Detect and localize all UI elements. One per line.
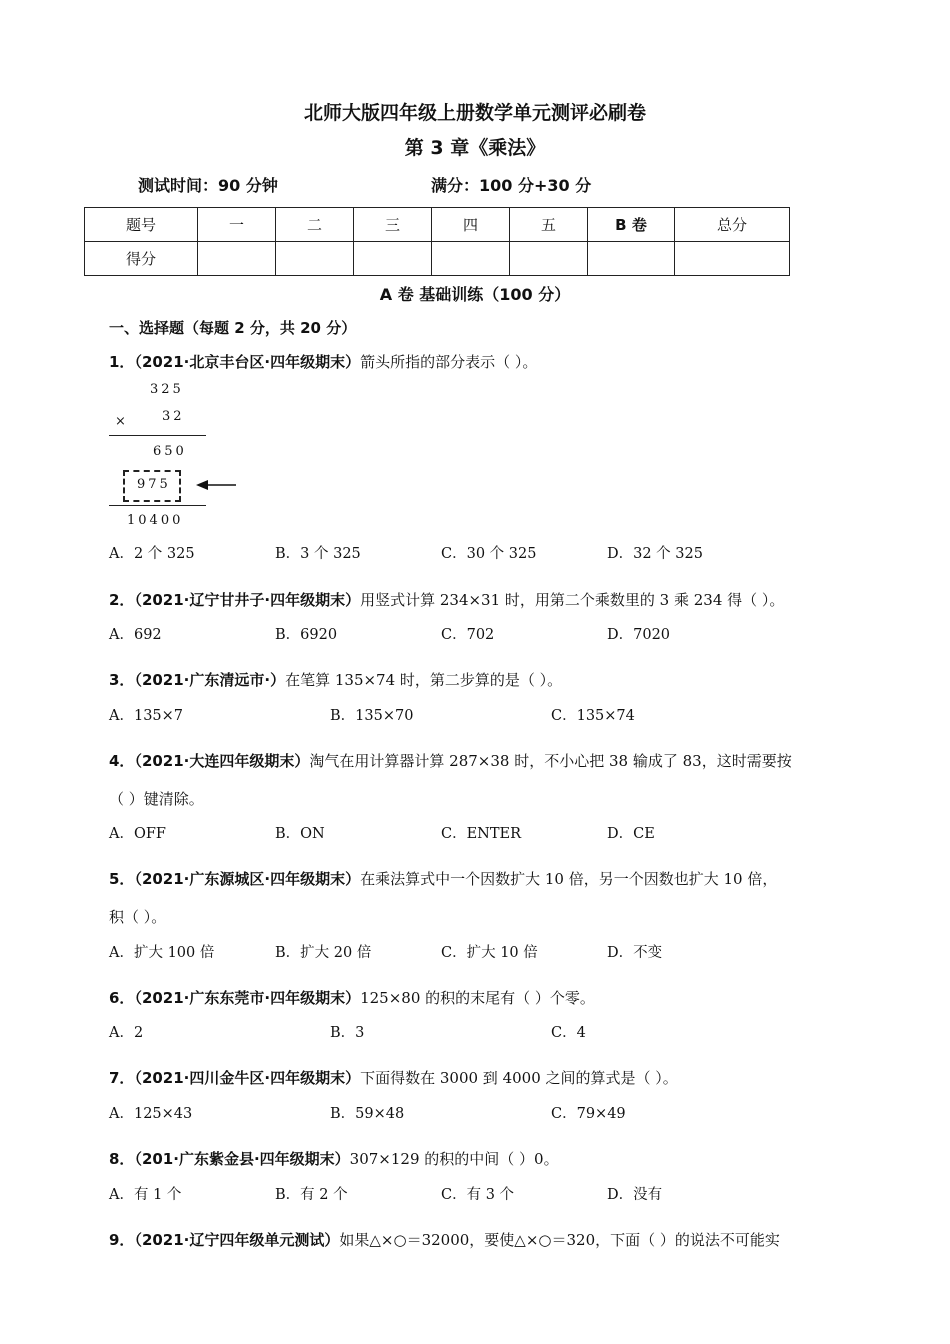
calc-partial-1: 650: [153, 444, 187, 459]
score-cell[interactable]: [432, 242, 510, 276]
question-5-continued: 积（ ）。: [109, 908, 167, 926]
question-9: [109, 1229, 780, 1250]
question-3: [109, 669, 562, 690]
question-number: 1．: [109, 353, 135, 371]
question-text: 125×80 的积的末尾有（ ）个零。: [360, 989, 595, 1007]
test-time: 测试时间：90 分钟: [138, 176, 278, 195]
calc-multiplier: 32: [162, 409, 185, 424]
q1-option-b[interactable]: B．3 个 325: [275, 546, 361, 562]
q4-option-a[interactable]: A．OFF: [109, 826, 166, 842]
document-title: 北师大版四年级上册数学单元测评必刷卷: [303, 102, 646, 124]
question-source: （2021·广东东莞市·四年级期末）: [134, 989, 361, 1007]
question-source: （2021·四川金牛区·四年级期末）: [134, 1069, 361, 1087]
q8-option-b[interactable]: B．有 2 个: [275, 1187, 348, 1203]
question-number: 9．: [109, 1231, 135, 1249]
question-number: 7．: [109, 1069, 135, 1087]
calc-line: [109, 505, 206, 506]
question-source: （2021·大连四年级期末）: [134, 752, 310, 770]
q5-option-d[interactable]: D．不变: [607, 945, 663, 961]
score-header-cell: 二: [276, 208, 354, 242]
score-header-cell: 五: [510, 208, 588, 242]
question-5: [109, 868, 777, 889]
question-6: [109, 987, 595, 1008]
chapter-title: 第 3 章《乘法》: [404, 137, 546, 159]
question-8: [109, 1148, 559, 1169]
q4-option-d[interactable]: D．CE: [607, 826, 655, 842]
score-header-cell: B 卷: [588, 208, 675, 242]
score-table-score-row: [85, 242, 790, 276]
question-text: 用竖式计算 234×31 时，用第二个乘数里的 3 乘 234 得（ ）。: [360, 591, 785, 609]
q5-option-a[interactable]: A．扩大 100 倍: [109, 945, 215, 961]
calc-result: 10400: [127, 513, 184, 528]
q2-option-c[interactable]: C．702: [441, 627, 495, 643]
question-number: 2．: [109, 591, 135, 609]
question-number: 4．: [109, 752, 135, 770]
section-a-title: A 卷 基础训练（100 分）: [379, 285, 571, 304]
score-cell[interactable]: [198, 242, 276, 276]
score-header-cell: 四: [432, 208, 510, 242]
q1-option-c[interactable]: C．30 个 325: [441, 546, 537, 562]
question-text: 淘气在用计算器计算 287×38 时，不小心把 38 输成了 83，这时需要按: [309, 752, 792, 770]
question-source: （2021·辽宁四年级单元测试）: [134, 1231, 340, 1249]
q6-option-c[interactable]: C．4: [551, 1025, 586, 1041]
question-source: （2021·广东清远市·）: [134, 671, 286, 689]
q2-option-d[interactable]: D．7020: [607, 627, 671, 643]
score-row-label: 得分: [85, 242, 198, 276]
calc-multiplicand: 325: [150, 382, 184, 397]
q7-option-b[interactable]: B．59×48: [330, 1106, 405, 1122]
question-text: 307×129 的积的中间（ ）0。: [349, 1150, 559, 1168]
question-source: （2021·广东源城区·四年级期末）: [134, 870, 361, 888]
question-text: 箭头所指的部分表示（ ）。: [360, 353, 538, 371]
q8-option-a[interactable]: A．有 1 个: [109, 1187, 182, 1203]
question-text: 在笔算 135×74 时，第二步算的是（ ）。: [285, 671, 563, 689]
question-1: [109, 351, 537, 372]
score-table-header-row: [85, 208, 790, 242]
score-header-cell: 总分: [675, 208, 790, 242]
q4-option-b[interactable]: B．ON: [275, 826, 325, 842]
question-4-continued: （ ）键清除。: [109, 790, 204, 808]
q5-option-c[interactable]: C．扩大 10 倍: [441, 945, 538, 961]
q3-option-a[interactable]: A．135×7: [109, 708, 184, 724]
q6-option-a[interactable]: A．2: [109, 1025, 144, 1041]
question-7: [109, 1067, 678, 1088]
question-number: 3．: [109, 671, 135, 689]
question-number: 5．: [109, 870, 135, 888]
score-table: [84, 207, 790, 276]
question-source: （2021·辽宁甘井子·四年级期末）: [134, 591, 361, 609]
part1-title: 一、选择题（每题 2 分，共 20 分）: [109, 319, 357, 337]
q5-option-b[interactable]: B．扩大 20 倍: [275, 945, 372, 961]
question-source: （2021·北京丰台区·四年级期末）: [134, 353, 361, 371]
arrow-left-icon: [196, 477, 238, 493]
q3-option-c[interactable]: C．135×74: [551, 708, 635, 724]
times-sign: ×: [115, 414, 129, 429]
question-number: 8．: [109, 1150, 135, 1168]
question-text: 下面得数在 3000 到 4000 之间的算式是（ ）。: [360, 1069, 678, 1087]
score-cell[interactable]: [276, 242, 354, 276]
q7-option-a[interactable]: A．125×43: [109, 1106, 193, 1122]
question-text: 在乘法算式中一个因数扩大 10 倍，另一个因数也扩大 10 倍，: [360, 870, 778, 888]
question-source: （201·广东紫金县·四年级期末）: [134, 1150, 350, 1168]
question-text: 如果△×○＝32000，要使△×○＝320，下面（ ）的说法不可能实: [339, 1231, 780, 1249]
question-number: 6．: [109, 989, 135, 1007]
q1-option-a[interactable]: A．2 个 325: [109, 546, 195, 562]
q7-option-c[interactable]: C．79×49: [551, 1106, 626, 1122]
score-header-cell: 三: [354, 208, 432, 242]
q2-option-a[interactable]: A．692: [109, 627, 162, 643]
question-4: [109, 750, 792, 771]
score-header-cell: 题号: [85, 208, 198, 242]
q4-option-c[interactable]: C．ENTER: [441, 826, 522, 842]
q8-option-c[interactable]: C．有 3 个: [441, 1187, 515, 1203]
full-score: 满分：100 分+30 分: [431, 176, 592, 195]
q1-option-d[interactable]: D．32 个 325: [607, 546, 703, 562]
q8-option-d[interactable]: D．没有: [607, 1187, 663, 1203]
question-2: [109, 589, 784, 610]
score-cell[interactable]: [354, 242, 432, 276]
score-header-cell: 一: [198, 208, 276, 242]
score-cell[interactable]: [588, 242, 675, 276]
calc-partial-2: 975: [137, 477, 171, 492]
q3-option-b[interactable]: B．135×70: [330, 708, 414, 724]
calc-line: [109, 435, 206, 436]
score-cell[interactable]: [675, 242, 790, 276]
q6-option-b[interactable]: B．3: [330, 1025, 365, 1041]
score-cell[interactable]: [510, 242, 588, 276]
q2-option-b[interactable]: B．6920: [275, 627, 338, 643]
